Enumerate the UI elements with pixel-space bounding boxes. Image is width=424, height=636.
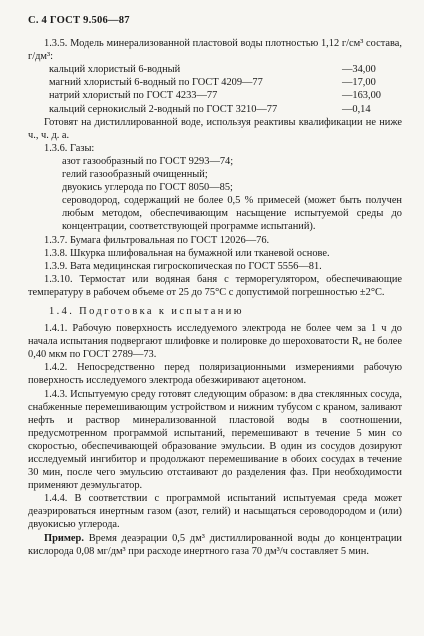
preparation-note: Готовят на дистиллированной воде, используя реактивы квалификации не ниже ч., ч. д. а.	[28, 116, 402, 141]
salt-value: —34,00	[342, 64, 376, 76]
salt-row	[28, 76, 402, 89]
clause-1-3-7: 1.3.7. Бумага фильтровальная по ГОСТ 12026—76.	[44, 234, 270, 246]
example-text: Время деаэрации 0,5 дм³ дистиллированной воды до концентрации кислорода 0,08 мг/дм³ при расходе инертного газа 70 дм³/ч составляет 5 мин.	[28, 532, 402, 557]
clause-1-4-1: 1.4.1. Рабочую поверхность исследуемого электрода не более чем за 1 ч до начала испытания подвергают шлифовке и полировке до шероховатости Rₐ не более 0,40 мкм по ГОСТ 2789—73.	[28, 323, 402, 361]
salt-row	[28, 63, 402, 76]
clause-1-4-4: 1.4.4. В соответствии с программой испытаний испытуемая среда может деаэрироваться инертным газом (азот, гелий) и насыщаться сероводородом и (или) двуокисью углерода.	[28, 493, 402, 531]
clause-1-3-6-title: 1.3.6. Газы:	[44, 142, 95, 154]
salt-value: —163,00	[342, 90, 381, 102]
salt-value: —17,00	[342, 77, 376, 89]
clause-1-3-10: 1.3.10. Термостат или водяная баня с терморегулятором, обеспечивающие температуру в рабочем объеме от 25 до 75°С с допустимой погрешностью ±2°С.	[28, 273, 402, 298]
clause-1-4-2: 1.4.2. Непосредственно перед поляризационными измерениями рабочую поверхность исследуемого электрода обезжиривают ацетоном.	[28, 362, 402, 387]
salt-row	[28, 89, 402, 102]
salt-value: —0,14	[342, 103, 371, 115]
salt-name: кальций хлористый 6-водный	[49, 64, 181, 76]
salt-name: кальций сернокислый 2-водный по ГОСТ 3210—77	[49, 103, 278, 115]
gas-item: гелий газообразный очищенный;	[62, 169, 208, 181]
clause-1-3-5: 1.3.5. Модель минерализованной пластовой воды плотностью 1,12 г/см³ состава, г/дм³:	[28, 38, 402, 63]
gas-item: сероводород, содержащий не более 0,5 % примесей (может быть получен любым методом, обеспечивающим насыщение испытуемой среды до концентрации, соответствующей программе испытаний).	[62, 195, 402, 233]
salt-row	[28, 103, 402, 116]
example-label: Пример.	[44, 532, 84, 544]
salt-name: магний хлористый 6-водный по ГОСТ 4209—77	[49, 77, 263, 89]
salt-name: натрий хлористый по ГОСТ 4233—77	[49, 90, 218, 102]
section-title: 1.4. Подготовка к испытанию	[49, 305, 244, 317]
page-header: С. 4 ГОСТ 9.506—87	[28, 15, 130, 26]
clause-1-4-3: 1.4.3. Испытуемую среду готовят следующим образом: в два стеклянных сосуда, снабженные перемешивающим устройством и нижним тубусом с краном, заливают нефть и раствор минерализованной пластовой воды в соотношении, предусмотренном программой испытаний, перемешивают в течение 5 мин со скоростью, обеспечивающей образование эмульсии. В один из сосудов дозируют исследуемый ингибитор и продолжают перемешивание в обоих сосудах в течение 30 мин, после чего эмульсию отстаивают до разделения фаз. При необходимости применяют деэмульгатор.	[28, 388, 402, 492]
gas-item: двуокись углерода по ГОСТ 8050—85;	[62, 182, 233, 194]
example-paragraph	[28, 532, 402, 558]
clause-1-3-8: 1.3.8. Шкурка шлифовальная на бумажной или тканевой основе.	[44, 247, 330, 259]
clause-1-3-9: 1.3.9. Вата медицинская гигроскопическая по ГОСТ 5556—81.	[44, 260, 322, 272]
salt-list	[28, 63, 402, 115]
gas-item: азот газообразный по ГОСТ 9293—74;	[62, 155, 234, 167]
